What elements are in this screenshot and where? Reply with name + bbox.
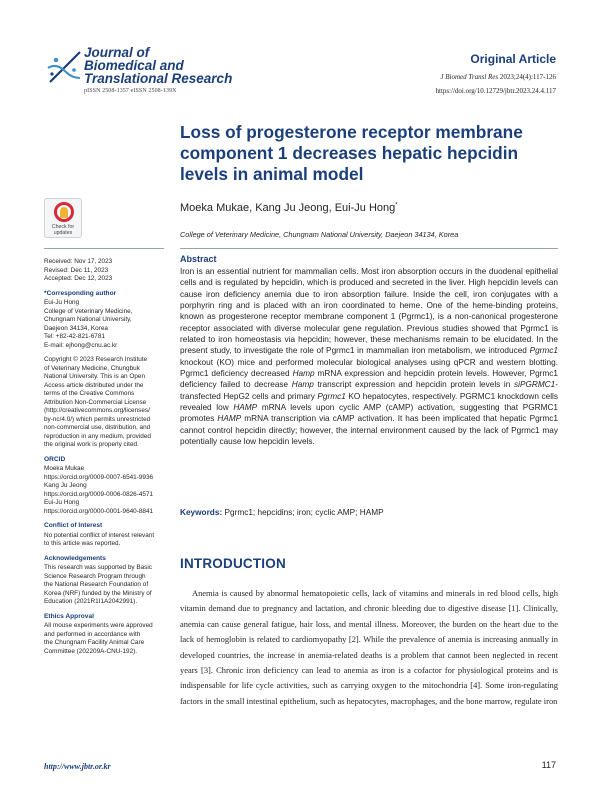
citation-journal: J Biomed Transl Res	[440, 73, 499, 81]
journal-url-link[interactable]: http://www.jbtr.or.kr	[44, 762, 111, 771]
check-for-updates-badge[interactable]	[44, 198, 82, 238]
abstract-text: mRNA levels upon cyclic AMP (cAMP) activation, suggesting that PGRMC1 promotes	[180, 403, 558, 424]
dates-block	[44, 258, 168, 284]
conflict-heading: Conflict of Interest	[44, 522, 103, 529]
abstract-text: mRNA expression and hepcidin protein levels. However, Pgrmc1 deficiency failed to decrease	[180, 369, 558, 390]
abstract-text: knockout (KO) mice and performed molecular biological analyses using qPCR and western blotting. Pgrmc1 deficiency decreased	[180, 357, 558, 379]
gene-term: HAMP	[217, 414, 242, 424]
revised-date: Revised: Dec 11, 2023	[44, 266, 109, 274]
keywords	[180, 508, 558, 517]
copyright-line: Access article distributed under the	[44, 381, 144, 389]
journal-name-line3: Translational Research	[84, 71, 233, 86]
corresponding-mark: *	[395, 202, 398, 209]
ack-line: Education (2021R1I1A2042991).	[44, 598, 138, 605]
orcid-author: Moeka Mukae	[44, 465, 85, 472]
copyright-line: of Veterinary Medicine, Chungbuk	[44, 364, 140, 372]
article-title: Loss of progesterone receptor membrane component 1 decreases hepatic hepcidin levels in animal model	[180, 122, 523, 184]
copyright-line: reproduction in any medium, provided	[44, 432, 151, 440]
affiliation: College of Veterinary Medicine, Chungnam National University, Daejeon 34134, Korea	[180, 230, 459, 239]
gene-term: siPGRMC1	[513, 380, 556, 390]
gene-term: Hamp	[291, 380, 314, 390]
orcid-link[interactable]: https://orcid.org/0009-0007-6541-9936	[44, 473, 154, 481]
gene-term: Pgrmc1	[529, 346, 558, 356]
article-type: Original Article	[470, 52, 556, 66]
gene-term: Pgrmc1	[317, 391, 346, 401]
ethics-block	[44, 613, 168, 657]
dna-helix-icon	[44, 48, 84, 86]
keywords-label: Keywords:	[180, 508, 223, 517]
introduction-heading: INTRODUCTION	[180, 556, 286, 571]
orcid-author: Eui-Ju Hong	[44, 499, 80, 506]
ack-line: Science Research Program through	[44, 572, 146, 580]
abstract-text: Iron is an essential nutrient for mammalian cells. Most iron absorption occurs in the duodenal epithelial cells and is regulated by hepcidin, which is produced and secreted in the liver. High hepcidin levels can cause iron deficiency anemia due to iron absorption failure. Inside the cell, iron conjugates with a porphyrin ring and is placed with an iron coordinated to heme. One of the heme-binding proteins, known as progesterone receptor membrane component 1 (Pgrmc1), is a non-canonical progesterone receptor associated with diverse molecular gene regulation. Previous studies showed that Pgrmc1 is related to iron homeostasis via hepcidin; however, these mechanisms remain to be elucidated. In the present study, to investigate the role of Pgrmc1 in mammalian iron metabolism, we introduced	[180, 267, 558, 356]
abstract-text: mRNA transcription via cAMP activation. It has been implicated that hepatic Pgrmc1 cannot control hepcidin directly; however, the internal environment caused by the lack of Pgrmc1 may potentially cause low hepcidin levels.	[180, 414, 558, 447]
journal-name	[84, 46, 254, 85]
ack-line: the National Research Foundation of	[44, 581, 149, 588]
acknowledgements-heading: Acknowledgements	[44, 554, 106, 562]
author-names: Moeka Mukae, Kang Ju Jeong, Eui-Ju Hong	[180, 202, 396, 214]
ack-line: Korea (NRF) funded by the Ministry of	[44, 589, 152, 597]
orcid-heading: ORCID	[44, 455, 66, 463]
page-number: 117	[541, 760, 556, 770]
orcid-block	[44, 456, 168, 517]
copyright-line: Attribution Non-Commercial License	[44, 398, 147, 406]
abstract-text: -transfected HepG2 cells and primary	[180, 380, 558, 401]
journal-name-line2: Biomedical and	[84, 58, 184, 73]
article-info-sidebar	[44, 258, 168, 662]
ethics-line: All mouse experiments were approved	[44, 622, 153, 629]
copyright-line: Copyright © 2023 Research Institute	[44, 356, 148, 363]
copyright-line: terms of the Creative Commons	[44, 390, 135, 397]
conflict-line: No potential conflict of interest relevant	[44, 531, 155, 539]
corresponding-email[interactable]: E-mail: ejhong@cnu.ac.kr	[44, 341, 118, 349]
ethics-line: Committee (202209A-CNU-192).	[44, 647, 138, 655]
abstract-heading: Abstract	[180, 254, 217, 264]
corresponding-heading: *Corresponding author	[44, 289, 117, 297]
ack-line: This research was supported by Basic	[44, 564, 152, 571]
abstract-body	[180, 266, 558, 448]
abstract-text: transcript expression and hepcidin protein levels in	[313, 380, 514, 390]
journal-name-line1: Journal of	[84, 45, 150, 60]
copyright-line: the original work is properly cited.	[44, 441, 139, 448]
gene-term: Hamp	[292, 369, 315, 379]
corresponding-line: Eui-Ju Hong	[44, 299, 80, 306]
citation-volume: 2023;24(4):117-126	[498, 73, 556, 81]
copyright-line: National University. This is an Open	[44, 373, 145, 380]
bookmark-icon	[54, 202, 74, 222]
corresponding-line: College of Veterinary Medicine,	[44, 307, 133, 315]
doi-link[interactable]: https://doi.org/10.12729/jbtr.2023.24.4.117	[435, 87, 556, 95]
journal-logo	[44, 45, 233, 102]
introduction-body: Anemia is caused by abnormal hematopoietic cells, lack of vitamins and minerals in red blood cells, high vitamin demand due to pregnancy and lactation, and chronic bleeding due to digestive disease [1]. Clinically, anemia can cause general fatigue, hair loss, and mental illness. Moreover, the burden on the heart due to the lack of hemoglobin is related to cardiomyopathy [2]. While the prevalence of anemia is increasing annually in developed countries, the increase in anemia-related deaths is a problem that cannot been neglected in recent years [3]. Chronic iron deficiency can lead to anemia as iron is a cofactor for physiological proteins and is indispensable for life cycle activities, such as carrying oxygen to the mitochondria [4]. Some iron-regulating factors in the small intestinal epithelium, such as hepatocytes, macrophages, and the bone marrow, regulate iron	[180, 588, 558, 706]
orcid-author: Kang Ju Jeong	[44, 482, 87, 489]
orcid-link[interactable]: https://orcid.org/0009-0006-0826-4571	[44, 490, 154, 498]
main-divider	[180, 248, 558, 249]
corresponding-line: Chungnam National University,	[44, 316, 132, 323]
conflict-line: to this article was reported.	[44, 540, 121, 547]
ethics-line: the Chungnam Facility Animal Care	[44, 639, 145, 646]
acknowledgements-block	[44, 555, 168, 607]
badge-label-line2: updates	[53, 230, 73, 236]
issn: pISSN 2508-1357 eISSN 2508-139X	[84, 88, 177, 94]
conflict-block	[44, 522, 168, 549]
corresponding-line: Tel: +82-42-821-6781	[44, 333, 105, 340]
abstract-text: KO hepatocytes, respectively. PGRMC1 knockdown cells revealed low	[180, 391, 558, 413]
copyright-line: non-commercial use, distribution, and	[44, 424, 151, 431]
license-link[interactable]: (http://creativecommons.org/licenses/	[44, 407, 150, 414]
received-date: Received: Nov 17, 2023	[44, 258, 113, 265]
corresponding-line: Daejeon 34134, Korea	[44, 324, 108, 332]
gene-term: HAMP	[233, 403, 258, 413]
accepted-date: Accepted: Dec 12, 2023	[44, 275, 113, 282]
corresponding-block	[44, 290, 168, 351]
copyright-line: by-nc/4.0/) which permits unrestricted	[44, 415, 151, 423]
keywords-text: Pgrmc1; hepcidins; iron; cyclic AMP; HAMP	[222, 508, 384, 517]
ethics-line: and performed in accordance with	[44, 630, 141, 638]
ethics-heading: Ethics Approval	[44, 612, 94, 620]
orcid-link[interactable]: https://orcid.org/0000-0001-9640-8841	[44, 507, 154, 515]
badge-label-line1: Check for	[51, 224, 75, 230]
copyright-block	[44, 356, 168, 450]
author-list	[180, 202, 398, 214]
sidebar-divider	[44, 248, 164, 249]
citation	[440, 73, 556, 81]
